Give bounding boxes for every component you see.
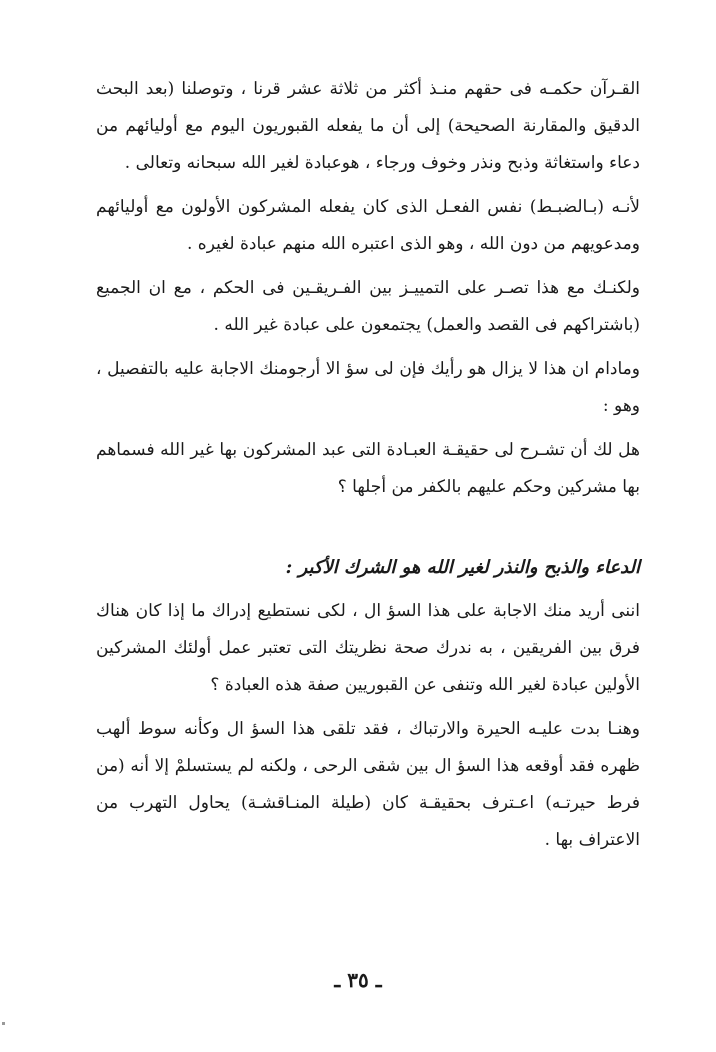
paragraph-6: اننى أريد منك الاجابة على هذا السؤ ال ، لكى نستطيع إدراك ما إذا كان هناك فرق بين الفريقين ، به ندرك صحة نظريتك التى تعتبر عمل أولئك المشركين الأولين عبادة لغير الله وتنفى عن القبوريين صفة هذه العبادة ؟ [96, 601, 640, 695]
body-text-top [96, 71, 640, 506]
scan-mark [2, 1022, 5, 1025]
paragraph-7: وهنـا بدت عليـه الحيرة والارتباك ، فقد تلقى هذا السؤ ال وكأنه سوط ألهب ظهره فقد أوقعه هذا السؤ ال بين شقى الرحى ، ولكنه لم يستسلمْ إلا أنه (من فرط حيرتـه) اعـترف بحقيقـة كان (طيلة المنـاقشـة) يحاول التهرب من الاعتراف بها . [96, 719, 640, 850]
paragraph-3: ولكنـك مع هذا تصـر على التمييـز بين الفـريقـين فى الحكم ، مع ان الجميع (باشتراكهم فى القصد والعمل) يجتمعون على عبادة غير الله . [96, 278, 640, 335]
page-number: ـ ٣٥ ـ [334, 968, 382, 992]
body-text-bottom [96, 549, 640, 859]
paragraph-2: لأنـه (بـالضبـط) نفس الفعـل الذى كان يفعله المشركون الأولون مع أوليائهم ومدعويهم من دون الله ، وهو الذى اعتبره الله منهم عبادة لغيره . [96, 197, 640, 254]
paragraph-4: ومادام ان هذا لا يزال هو رأيك فإن لى سؤ الا أرجومنك الاجابة عليه بالتفصيل ، وهو : [96, 359, 640, 416]
paragraph-1: القـرآن حكمـه فى حقهم منـذ أكثر من ثلاثة عشر قرنا ، وتوصلنا (بعد البحث الدقيق والمقارنة الصحيحة) إلى أن ما يفعله القبوريون اليوم مع أوليائهم من دعاء واستغاثة وذبح ونذر وخوف ورجاء ، هوعبادة لغير الله سبحانه وتعالى . [96, 79, 640, 173]
section-heading: الدعاء والذبح والنذر لغير الله هو الشرك الأكبر : [285, 557, 640, 578]
paragraph-5: هل لك أن تشـرح لى حقيقـة العبـادة التى عبد المشركون بها غير الله فسماهم بها مشركين وحكم عليهم بالكفر من أجلها ؟ [96, 440, 640, 497]
